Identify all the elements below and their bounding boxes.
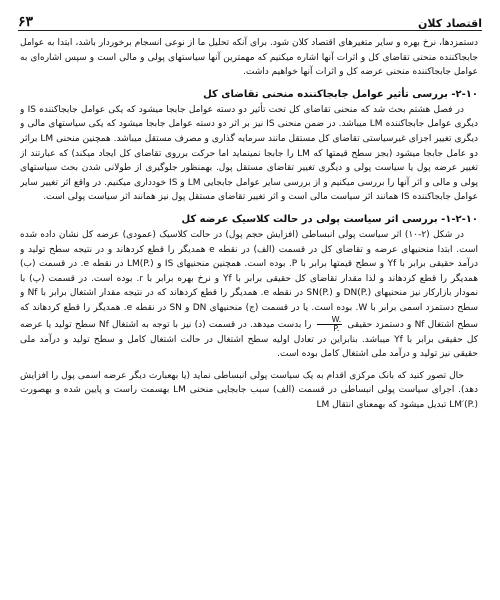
subsection-paragraph xyxy=(20,228,478,362)
section-paragraph: در فصل هشتم بحث شد که منحنی تقاضای کل تحت تأثیر دو دسته عوامل جابجا میشود که یکی عوامل جابجاکننده IS و دیگری عوامل جابجاکننده LM میباشد. در ضمن منحنی IS نیز بر اثر دو دسته عوامل جابجا میشود که یکی سیاستهای مالی و دیگری تغییر اجزای غیرسیاستی تقاضای کل مستقل مانند سرمایه گذاری و مصرف مستقل میباشد. همچنین منحنی LM براثر دو عامل جابجا میشود (بجز سطح قیمتها که LM را جابجا نمینماید اما حرکت برروی تقاضای کل ایجاد میکند) که عبارتند از تغییر عرضه پول یا سیاست پولی و دیگری تغییر تقاضای مستقل پول. بهمنظور جلوگیری از طولانی شدن بحث سیاستهای پولی و مالی و اثر آنها را بررسی میکنیم و از بررسی سایر عوامل جابجایی LM و IS خودداری میکنیم. در واقع اثر تغییر سایر عوامل جابجاکننده IS همانند اثر سیاست مالی است و اثر تغییر تقاضای مستقل پول نیز همانند اثر سیاست پولی است. xyxy=(20,104,478,203)
header-rule xyxy=(18,30,482,31)
paragraph-text-part2: را بدست میدهد. در قسمت (د) نیز با توجه به اشتغال Nf سطح تولید یا عرضه کل حقیقی برابر با Yf میباشد. بنابراین در تعادل اولیه سطح اشتغال در حالت اشتغال کامل و سطح تولید و درآمد ملی حقیقی نیز تولید و درآمد ملی اشتغال کامل بوده است. xyxy=(20,319,478,360)
section-heading: ۲-۱۰- بررسی تأثیر عوامل جابجاکننده منحنی تقاضای کل xyxy=(203,88,478,100)
page-body xyxy=(20,36,478,594)
fraction-numerator: W. xyxy=(317,316,343,325)
page-header xyxy=(18,8,482,30)
real-wage-fraction xyxy=(317,316,343,333)
fraction-denominator: P. xyxy=(333,323,340,333)
subsection-heading: ۱-۲-۱۰- بررسی اثر سیاست پولی در حالت کلاسیک عرضه کل xyxy=(181,213,478,225)
intro-paragraph: دستمزدها، نرخ بهره و سایر متغیرهای اقتصاد کلان شود. برای آنکه تحلیل ما از نوعی انسجام برخوردار باشد، ابتدا به عوامل جابجاکننده منحنی تقاضای کل و اثرات آنها اشاره میکنیم که مهمترین آنها سیاستهای پولی و مالی است و سپس اشاره‌ای به عوامل جابجاکننده منحنی عرضه کل و اثرات آنها خواهیم داشت. xyxy=(20,38,478,78)
paragraph-text-part1: در شکل (۲-۱۰) اثر سیاست پولی انبساطی (افزایش حجم پول) در حالت کلاسیک (عمودی) عرضه کل نشان داده شده است. ابتدا منحنیهای عرضه و تقاضای کل در قسمت (الف) در نقطه e همدیگر را قطع کردهاند و در نتیجه سطح تولید و درآمد حقیقی برابر با Yf و سطح قیمتها برابر با P. بوده است. همچنین منحنیهای IS و LM(P.) در نقطه e. در قسمت (ب) همدیگر را قطع کردهاند و لذا مقدار تقاضای کل حقیقی برابر با Yf و نرخ بهره برابر با r. بوده است. در قسمت (پ) با نمودار بازارکار نیز منحنیهای DN(P.) و SN(P.) در نقطه e. همدیگر را قطع کردهاند که در نتیجه مقدار اشتغال برابر با Nf و سطح دستمزد اسمی برابر با W. بوده است. یا در قسمت (ج) منحنیهای DN و SN در نقطه e. همدیگر را قطع کردهاند که سطح اشتغال Nf و دستمزد حقیقی xyxy=(20,229,478,330)
running-title: اقتصاد کلان xyxy=(417,17,482,30)
page-number: ۶۳ xyxy=(18,14,34,30)
final-paragraph: حال تصور کنید که بانک مرکزی اقدام به یک سیاست پولی انبساطی نماید (یا بهعبارت دیگر عرضه اسمی پول را افزایش دهد). اجرای سیاست پولی انبساطی در قسمت (الف) سبب جابجایی منحنی LM بهسمت راست و پایین شده و بهصورت LM′(P.) تبدیل میشود که بهمعنای انتقال LM xyxy=(20,370,478,410)
